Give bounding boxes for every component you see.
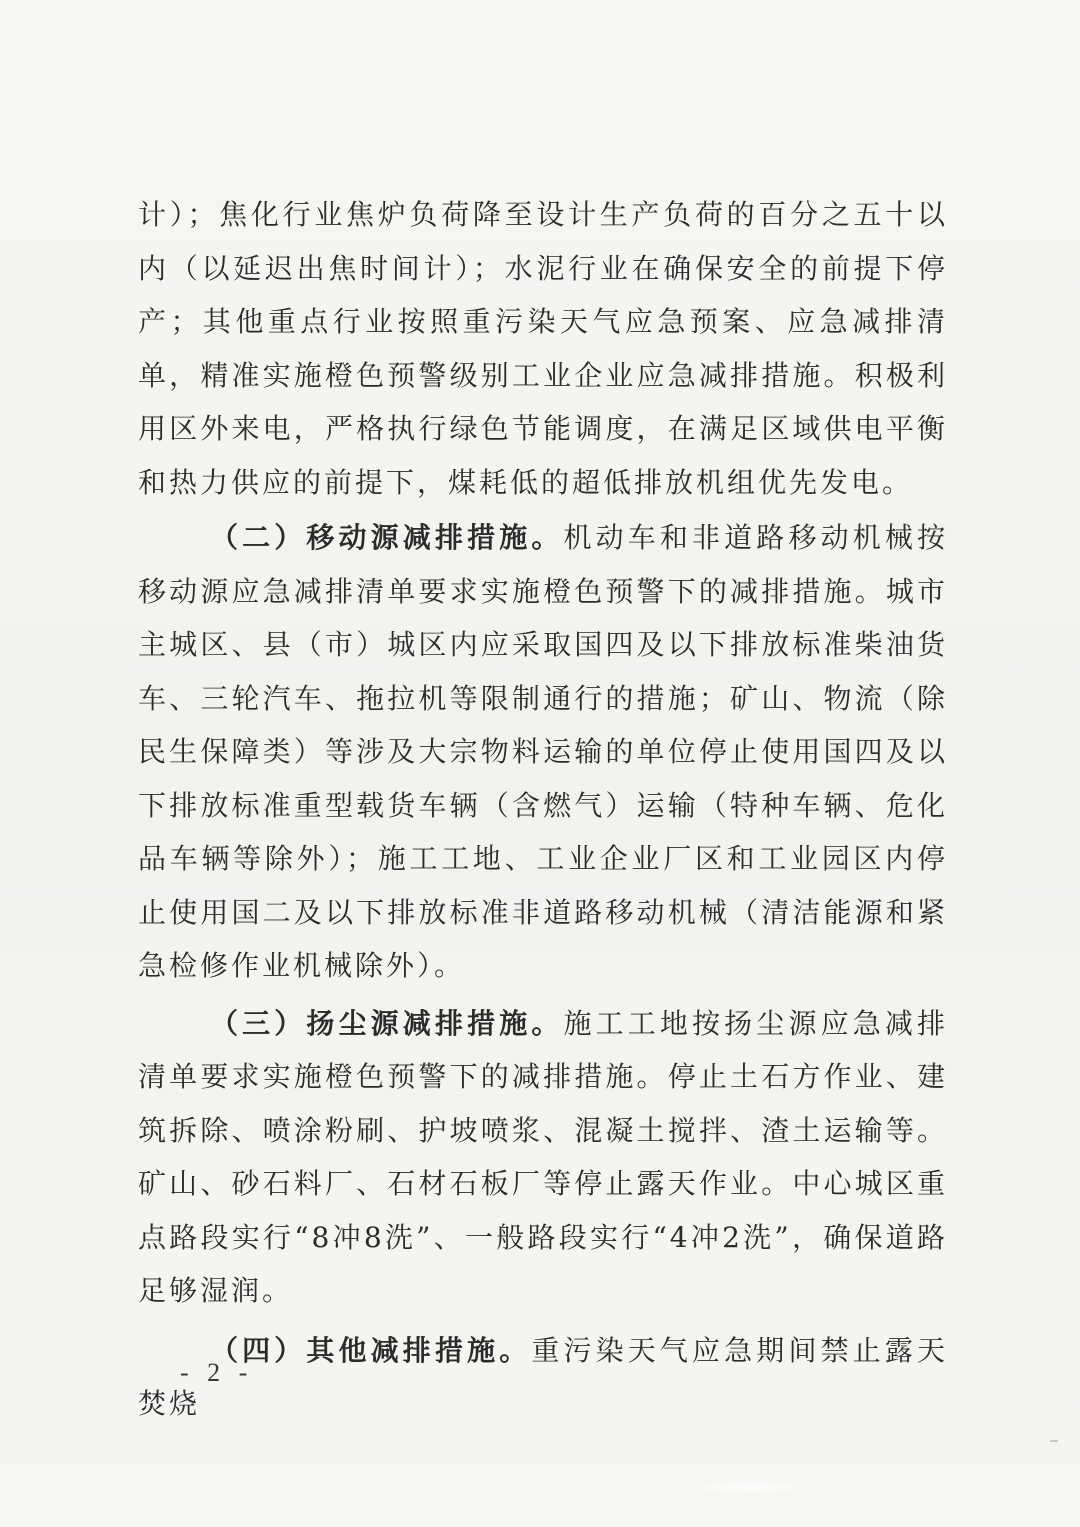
document-body <box>138 188 948 1431</box>
paragraph-3-text: 施工工地按扬尘源应急减排清单要求实施橙色预警下的减排措施。停止土石方作业、建筑拆除、喷涂粉刷、护坡喷浆、混凝土搅拌、渣土运输等。矿山、砂石料厂、石材石板厂等停止露天作业。中心城区重点路段实行“8冲8洗”、一般路段实行“4冲2洗”，确保道路足够湿润。 <box>138 1006 948 1307</box>
paragraph-dust-source <box>138 997 948 1318</box>
paragraph-1-text: 计）；焦化行业焦炉负荷降至设计生产负荷的百分之五十以内（以延迟出焦时间计）；水泥行业在确保安全的前提下停产；其他重点行业按照重污染天气应急预案、应急减排清单，精准实施橙色预警级别工业企业应急减排措施。积极利用区外来电，严格执行绿色节能调度，在满足区域供电平衡和热力供应的前提下，煤耗低的超低排放机组优先发电。 <box>138 198 948 499</box>
section-heading-other-measures: （四）其他减排措施。 <box>210 1333 532 1367</box>
page-number: - 2 - <box>180 1358 254 1387</box>
paragraph-industrial-continued <box>138 188 948 509</box>
paragraph-4-text: 重污染天气应急期间禁止露天焚烧 <box>138 1333 948 1420</box>
section-heading-dust-source: （三）扬尘源减排措施。 <box>210 1006 564 1040</box>
scan-artifact <box>1050 1440 1058 1442</box>
paragraph-other-measures <box>138 1324 948 1431</box>
scan-smudge <box>690 1478 810 1496</box>
paragraph-mobile-source <box>138 511 948 993</box>
section-heading-mobile-source: （二）移动源减排措施。 <box>210 521 564 554</box>
paragraph-2-text: 机动车和非道路移动机械按移动源应急减排清单要求实施橙色预警下的减排措施。城市主城区、县（市）城区内应采取国四及以下排放标准柴油货车、三轮汽车、拖拉机等限制通行的措施；矿山、物流（除民生保障类）等涉及大宗物料运输的单位停止使用国四及以下排放标准重型载货车辆（含燃气）运输（特种车辆、危化品车辆等除外）；施工工地、工业企业厂区和工业园区内停止使用国二及以下排放标准非道路移动机械（清洁能源和紧急检修作业机械除外）。 <box>138 521 948 982</box>
